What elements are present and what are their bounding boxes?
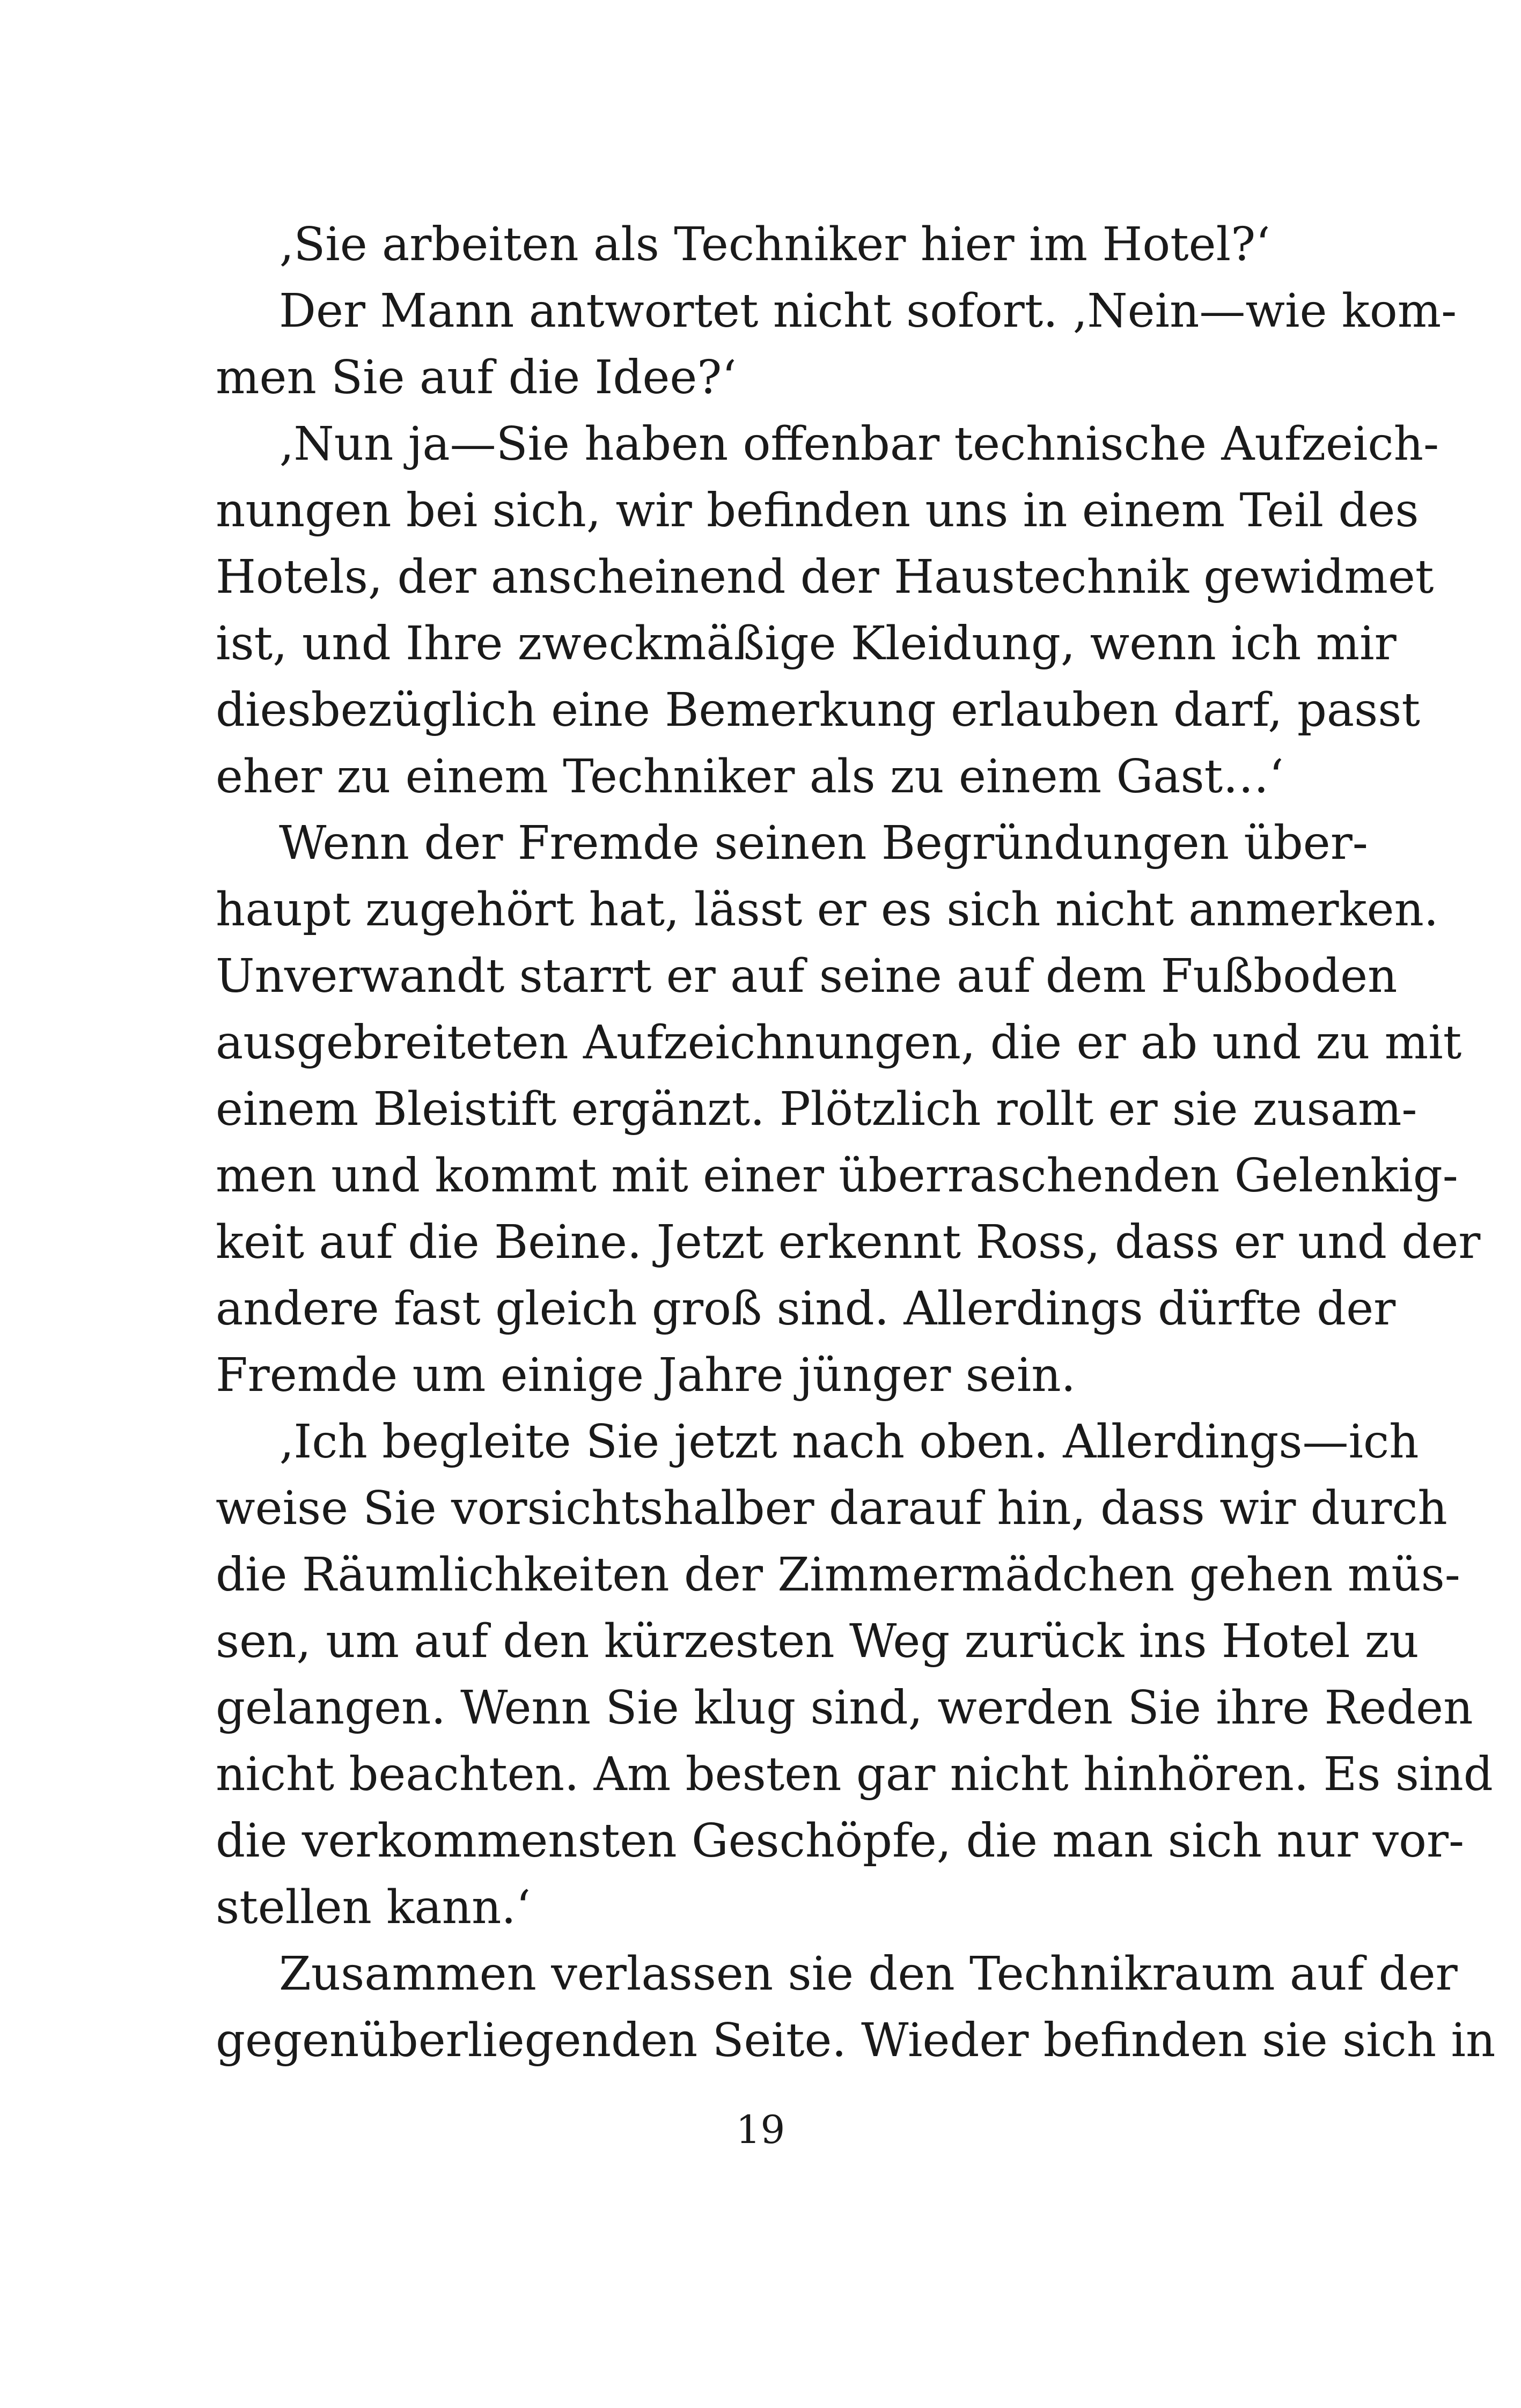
- text-line: gegenüberliegenden Seite. Wieder befinden sie sich in: [216, 2014, 1496, 2067]
- text-line: die Räumlichkeiten der Zimmermädchen gehen müs-: [216, 1548, 1460, 1602]
- text-line: andere fast gleich groß sind. Allerdings dürfte der: [216, 1282, 1396, 1336]
- text-line: nungen bei sich, wir befinden uns in einem Teil des: [216, 484, 1419, 537]
- text-line: Fremde um einige Jahre jünger sein.: [216, 1349, 1076, 1402]
- text-line: ist, und Ihre zweckmäßige Kleidung, wenn ich mir: [216, 617, 1397, 671]
- paragraph: [216, 1409, 1493, 1941]
- paragraph: [216, 211, 1322, 278]
- text-line: die verkommensten Geschöpfe, die man sich nur vor-: [216, 1814, 1465, 1868]
- text-line: Der Mann antwortet nicht sofort. ‚Nein—wie kom-: [279, 284, 1457, 338]
- text-line: ‚Nun ja—Sie haben offenbar technische Aufzeich-: [279, 417, 1439, 471]
- text-line: Hotels, der anscheinend der Haustechnik gewidmet: [216, 550, 1434, 604]
- text-line: Wenn der Fremde seinen Begründungen über-: [279, 816, 1368, 870]
- text-line: men und kommt mit einer überraschenden Gelenkig-: [216, 1149, 1458, 1203]
- text-line: men Sie auf die Idee?‘: [216, 351, 737, 404]
- text-line: ‚Sie arbeiten als Techniker hier im Hotel?‘: [279, 218, 1270, 271]
- page-number: 19: [736, 2107, 785, 2152]
- paragraph: [216, 810, 1481, 1409]
- text-line: weise Sie vorsichtshalber darauf hin, dass wir durch: [216, 1482, 1447, 1535]
- paragraph: [216, 278, 1457, 411]
- text-line: ‚Ich begleite Sie jetzt nach oben. Allerdings—ich: [279, 1415, 1419, 1469]
- text-line: haupt zugehört hat, lässt er es sich nicht anmerken.: [216, 883, 1439, 937]
- text-line: gelangen. Wenn Sie klug sind, werden Sie ihre Reden: [216, 1681, 1473, 1735]
- text-line: keit auf die Beine. Jetzt erkennt Ross, dass er und der: [216, 1216, 1481, 1269]
- text-line: einem Bleistift ergänzt. Plötzlich rollt er sie zusam-: [216, 1083, 1417, 1136]
- text-line: nicht beachten. Am besten gar nicht hinhören. Es sind: [216, 1748, 1493, 1801]
- paragraph: [216, 411, 1439, 810]
- text-line: diesbezüglich eine Bemerkung erlauben darf, passt: [216, 683, 1420, 737]
- body-text: [216, 211, 1496, 2074]
- text-line: Zusammen verlassen sie den Technikraum auf der: [279, 1947, 1458, 2001]
- text-line: stellen kann.‘: [216, 1881, 531, 1934]
- text-line: ausgebreiteten Aufzeichnungen, die er ab und zu mit: [216, 1016, 1462, 1070]
- text-line: sen, um auf den kürzesten Weg zurück ins Hotel zu: [216, 1615, 1419, 1668]
- paragraph: [216, 1941, 1496, 2074]
- text-line: eher zu einem Techniker als zu einem Gast…‘: [216, 750, 1284, 804]
- text-line: Unverwandt starrt er auf seine auf dem Fußboden: [216, 949, 1398, 1003]
